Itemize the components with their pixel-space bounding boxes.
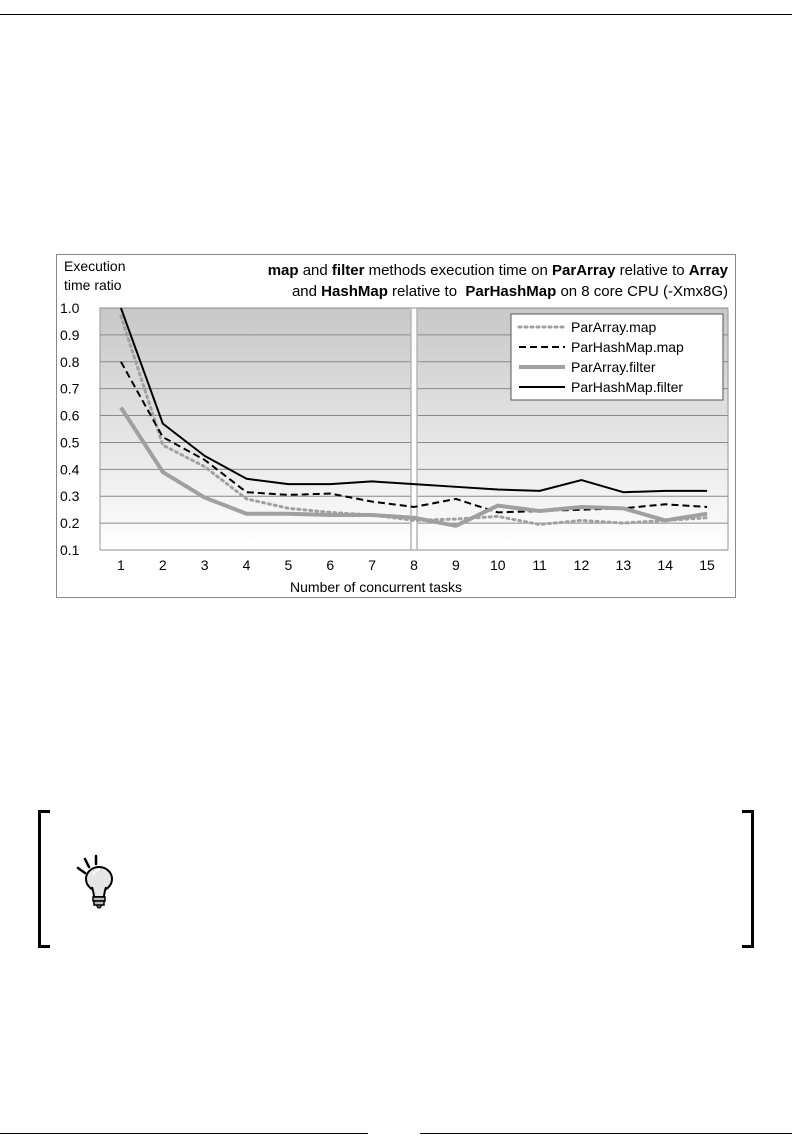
legend-label: ParHashMap.map [571,339,684,355]
y-tick-label: 0.4 [60,461,80,478]
x-tick-labels [117,557,715,573]
x-tick-label: 1 [117,557,125,573]
x-tick-label: 5 [284,557,293,573]
y-axis-label-line-1: Execution [64,258,126,274]
y-tick-label: 0.6 [60,407,80,424]
lightbulb-icon [72,854,122,910]
footer-rule-left [0,1133,368,1134]
x-tick-label: 3 [200,557,209,573]
x-tick-label: 15 [699,557,715,573]
line-chart [56,254,736,598]
x-axis-label: Number of concurrent tasks [290,579,462,595]
tip-bracket-left [38,810,50,948]
y-tick-label: 1.0 [60,300,80,316]
footer-rule-right [420,1133,792,1134]
x-tick-label: 12 [573,557,590,573]
y-tick-label: 0.7 [60,380,80,397]
chart-title-line-1: map and filter methods execution time on ParArray relative to Array [267,262,728,279]
x-tick-label: 7 [368,557,377,573]
x-tick-label: 9 [451,557,460,573]
legend-label: ParArray.map [571,319,657,335]
chart-svg [56,254,736,598]
y-tick-label: 0.8 [60,353,80,370]
chart-title-line-2: and HashMap relative to ParHashMap on 8 core CPU (-Xmx8G) [291,283,728,300]
y-tick-label: 0.9 [60,326,80,343]
y-axis-label-line-2: time ratio [64,277,122,293]
marker-line-at-x [411,308,417,550]
x-tick-label: 8 [410,557,418,573]
legend [511,314,723,400]
x-tick-label: 13 [615,557,632,573]
y-tick-label: 0.3 [60,488,80,505]
top-rule [0,14,792,15]
marker-line [411,308,417,550]
y-tick-label: 0.1 [60,542,80,558]
tip-bracket-right [742,810,754,948]
x-tick-label: 2 [158,557,167,573]
x-tick-label: 11 [532,557,547,573]
legend-label: ParHashMap.filter [571,379,684,395]
x-tick-label: 14 [657,557,673,573]
x-tick-label: 10 [489,557,506,573]
y-tick-label: 0.5 [60,434,80,451]
y-tick-label: 0.2 [60,515,80,532]
x-tick-label: 4 [242,557,251,573]
tip-box [38,810,754,948]
x-tick-label: 6 [326,557,335,573]
legend-label: ParArray.filter [571,359,656,375]
